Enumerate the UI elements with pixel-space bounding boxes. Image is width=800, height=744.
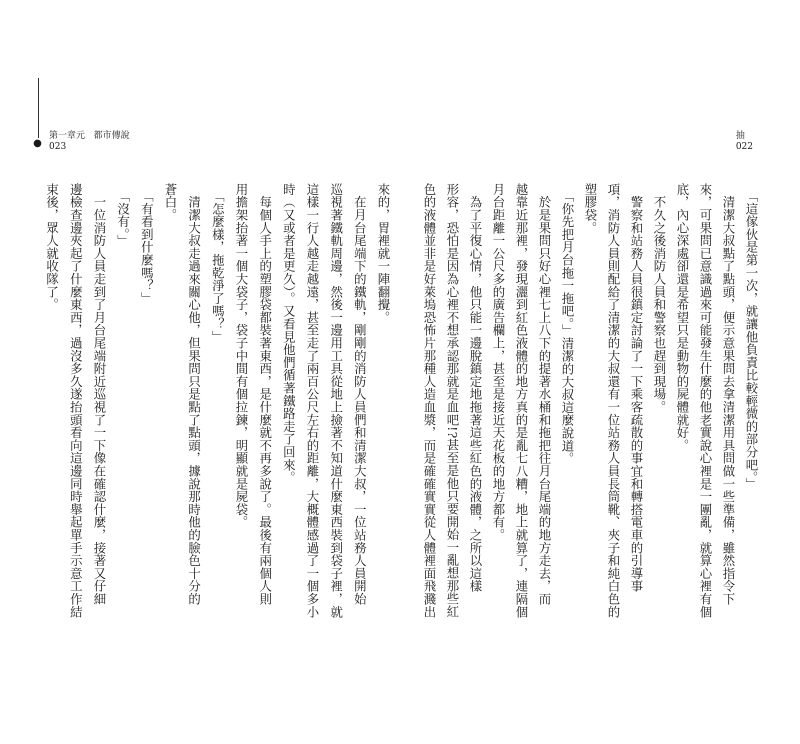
text-column: 清潔大叔走過來關心他，但果問只是點了點頭，據說那時他的臉色十分的 xyxy=(186,183,202,606)
chapter-title: 都市傳說 xyxy=(93,131,130,141)
text-column: 清潔大叔點了點頭，便示意果問去拿清潔用具問做一些準備，雖然指令下 xyxy=(721,183,736,606)
text-column: 越靠近那裡，發現灑到紅色液體的地方真的是亂七八糟，地上就算了，連隔個 xyxy=(514,183,529,619)
text-column: 在月台尾端下的鐵軌，剛剛的消防人員們和清潔大叔，一位站務人員開始 xyxy=(352,183,368,606)
text-column: 「你先把月台拖一拖吧。」清潔的大叔這麼說道。 xyxy=(560,183,575,465)
left-page-header xyxy=(49,131,130,153)
text-column: 「怎麼樣，拖乾淨了嗎？」 xyxy=(210,183,226,344)
text-column: 時（又或者是更久）。又看見他們循著鐵路走了回來。 xyxy=(281,183,297,484)
right-page-body xyxy=(418,183,763,653)
text-column: 用擔架抬著一個大袋子，袋子中間有個拉鍊，明顯就是屍袋。 xyxy=(233,183,249,529)
text-column: 警察和站務人員很鎮定討論了一下乘客疏散的事宜和轉搭電車的引導事 xyxy=(629,183,644,593)
text-column: 月台距離一公尺多的廣告欄上，甚至是接近天花板的地方都有。 xyxy=(491,183,506,542)
chapter-label: 第一章元 xyxy=(49,131,86,141)
text-column: 邊檢查邊夾起了什麼東西，過沒多久遂抬頭看向這邊同時舉起單手示意工作結 xyxy=(68,183,84,619)
text-column: 於是果問只好心裡七上八下的提著水桶和拖把往月台尾端的地方走去，而 xyxy=(537,183,552,606)
header-rule xyxy=(38,78,39,138)
text-column: 這樣一行人越走越遠，甚至走了兩百公尺左右的距離，大概體感過了一個多小 xyxy=(304,183,320,619)
text-column: 「沒有。」 xyxy=(115,183,131,248)
text-column: 蒼白。 xyxy=(162,183,178,222)
right-page-header xyxy=(736,131,753,153)
text-column: 塑膠袋。 xyxy=(583,183,598,235)
text-column: 每個人手上的塑膠袋都裝著東西，是什麼就不再多說了。最後有兩個人則 xyxy=(257,183,273,606)
right-page-number: 022 xyxy=(735,142,753,152)
left-page-number: 023 xyxy=(49,142,67,152)
text-column: 為了平復心情，他只能一邊脫鎮定地拖著這些紅色的液體，之所以這樣 xyxy=(468,183,483,593)
text-column: 色的液體並非是好萊塢恐怖片那種人造血漿，而是確確實實從人體裡面飛濺出 xyxy=(422,183,437,619)
text-column: 一位消防人員走到了月台尾端附近巡視了一下像在確認什麼，接著又仔細 xyxy=(91,183,107,606)
text-column: 束後，眾人就收隊了。 xyxy=(44,183,60,311)
text-column: 來的，胃裡就一陣翻攪。 xyxy=(376,183,391,324)
right-header-title: 抽 xyxy=(735,131,745,141)
text-column: 「有看到什麼嗎？」 xyxy=(139,183,155,305)
left-page-body xyxy=(40,183,395,653)
text-column: 巡視著鐵軌周邊，然後一邊用工具從地上撿著不知道什麼東西裝到袋子裡，就 xyxy=(328,183,344,619)
text-column: 來，可果問已意識過來可能發生什麼的他老實說心裡是一團亂，就算心裡有個 xyxy=(698,183,713,619)
text-column: 形容，恐怕是因為心裡不想承認那就是血吧!?甚至是他只要開始一亂想那些紅 xyxy=(445,183,460,618)
text-column: 不久之後消防人員和警察也趕到現場。 xyxy=(652,183,667,414)
text-column: 「這傢伙是第一次，就讓他負責比較輕微的部分吧。」 xyxy=(744,183,759,491)
text-column: 項，消防人員則配給了清潔的大叔還有一位站務人員長筒靴、夾子和純白色的 xyxy=(606,183,621,619)
bullet-icon: ● xyxy=(33,138,42,149)
text-column: 底，內心深處卻還是希望只是動物的屍體就好。 xyxy=(675,183,690,452)
